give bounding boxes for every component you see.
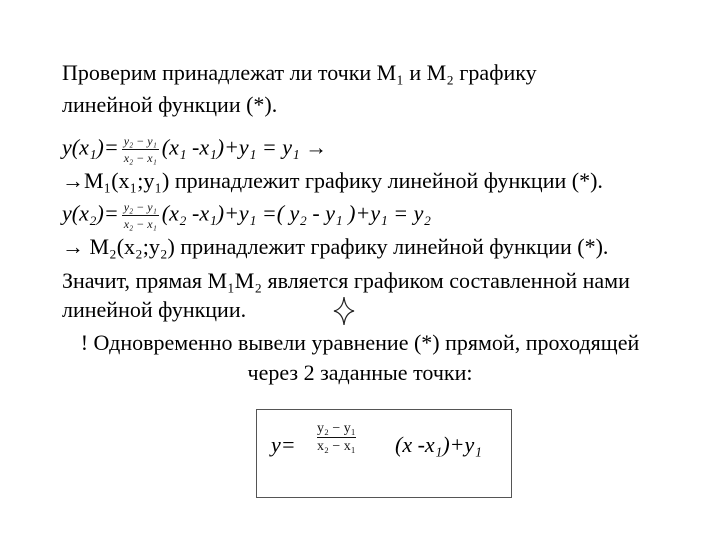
- intro-line-1: Проверим принадлежат ли точки M₁ и M₂ графику: [62, 60, 537, 85]
- equation-1-fraction: [122, 134, 159, 165]
- fraction-denominator: x₂ − x₁: [317, 439, 356, 454]
- intro-line-2: линейной функции (*).: [62, 92, 278, 117]
- equation-1-rhs: (x₁ -x₁)+y₁ = y₁ →: [161, 134, 328, 160]
- statement-2: → M₂(x₂;y₂) принадлежит графику линейной функции (*).: [62, 234, 609, 259]
- statement-1: →M₁(x₁;y₁) принадлежит графику линейной функции (*).: [62, 168, 603, 193]
- conclusion-line-1: Значит, прямая M₁M₂ является графиком составленной нами: [62, 268, 630, 293]
- note-line-1: ! Одновременно вывели уравнение (*) прямой, проходящей: [80, 330, 640, 355]
- fraction-denominator: x₂ − x₁: [123, 151, 157, 165]
- formula-fraction: [317, 420, 356, 455]
- equation-1: [62, 134, 327, 165]
- equation-1-lhs: y(x₁)=: [62, 134, 119, 160]
- equation-2: [62, 200, 431, 231]
- fraction-numerator: y₂ − y₁: [123, 200, 157, 214]
- equation-2-lhs: y(x₂)=: [62, 200, 119, 226]
- sparkle-icon: [333, 296, 355, 326]
- formula-lhs: y=: [271, 432, 296, 457]
- conclusion-line-2: линейной функции.: [62, 297, 247, 322]
- equation-2-rhs: (x₂ -x₁)+y₁ =( y₂ - y₁ )+y₁ = y₂: [161, 200, 432, 226]
- line-equation-box: [256, 409, 512, 498]
- note-line-2: через 2 заданные точки:: [247, 360, 473, 385]
- equation-2-fraction: [122, 200, 159, 231]
- fraction-denominator: x₂ − x₁: [123, 217, 157, 231]
- formula-rhs: (x -x₁)+y₁: [395, 432, 482, 457]
- fraction-numerator: y₂ − y₁: [123, 134, 157, 148]
- fraction-numerator: y₂ − y₁: [317, 421, 356, 436]
